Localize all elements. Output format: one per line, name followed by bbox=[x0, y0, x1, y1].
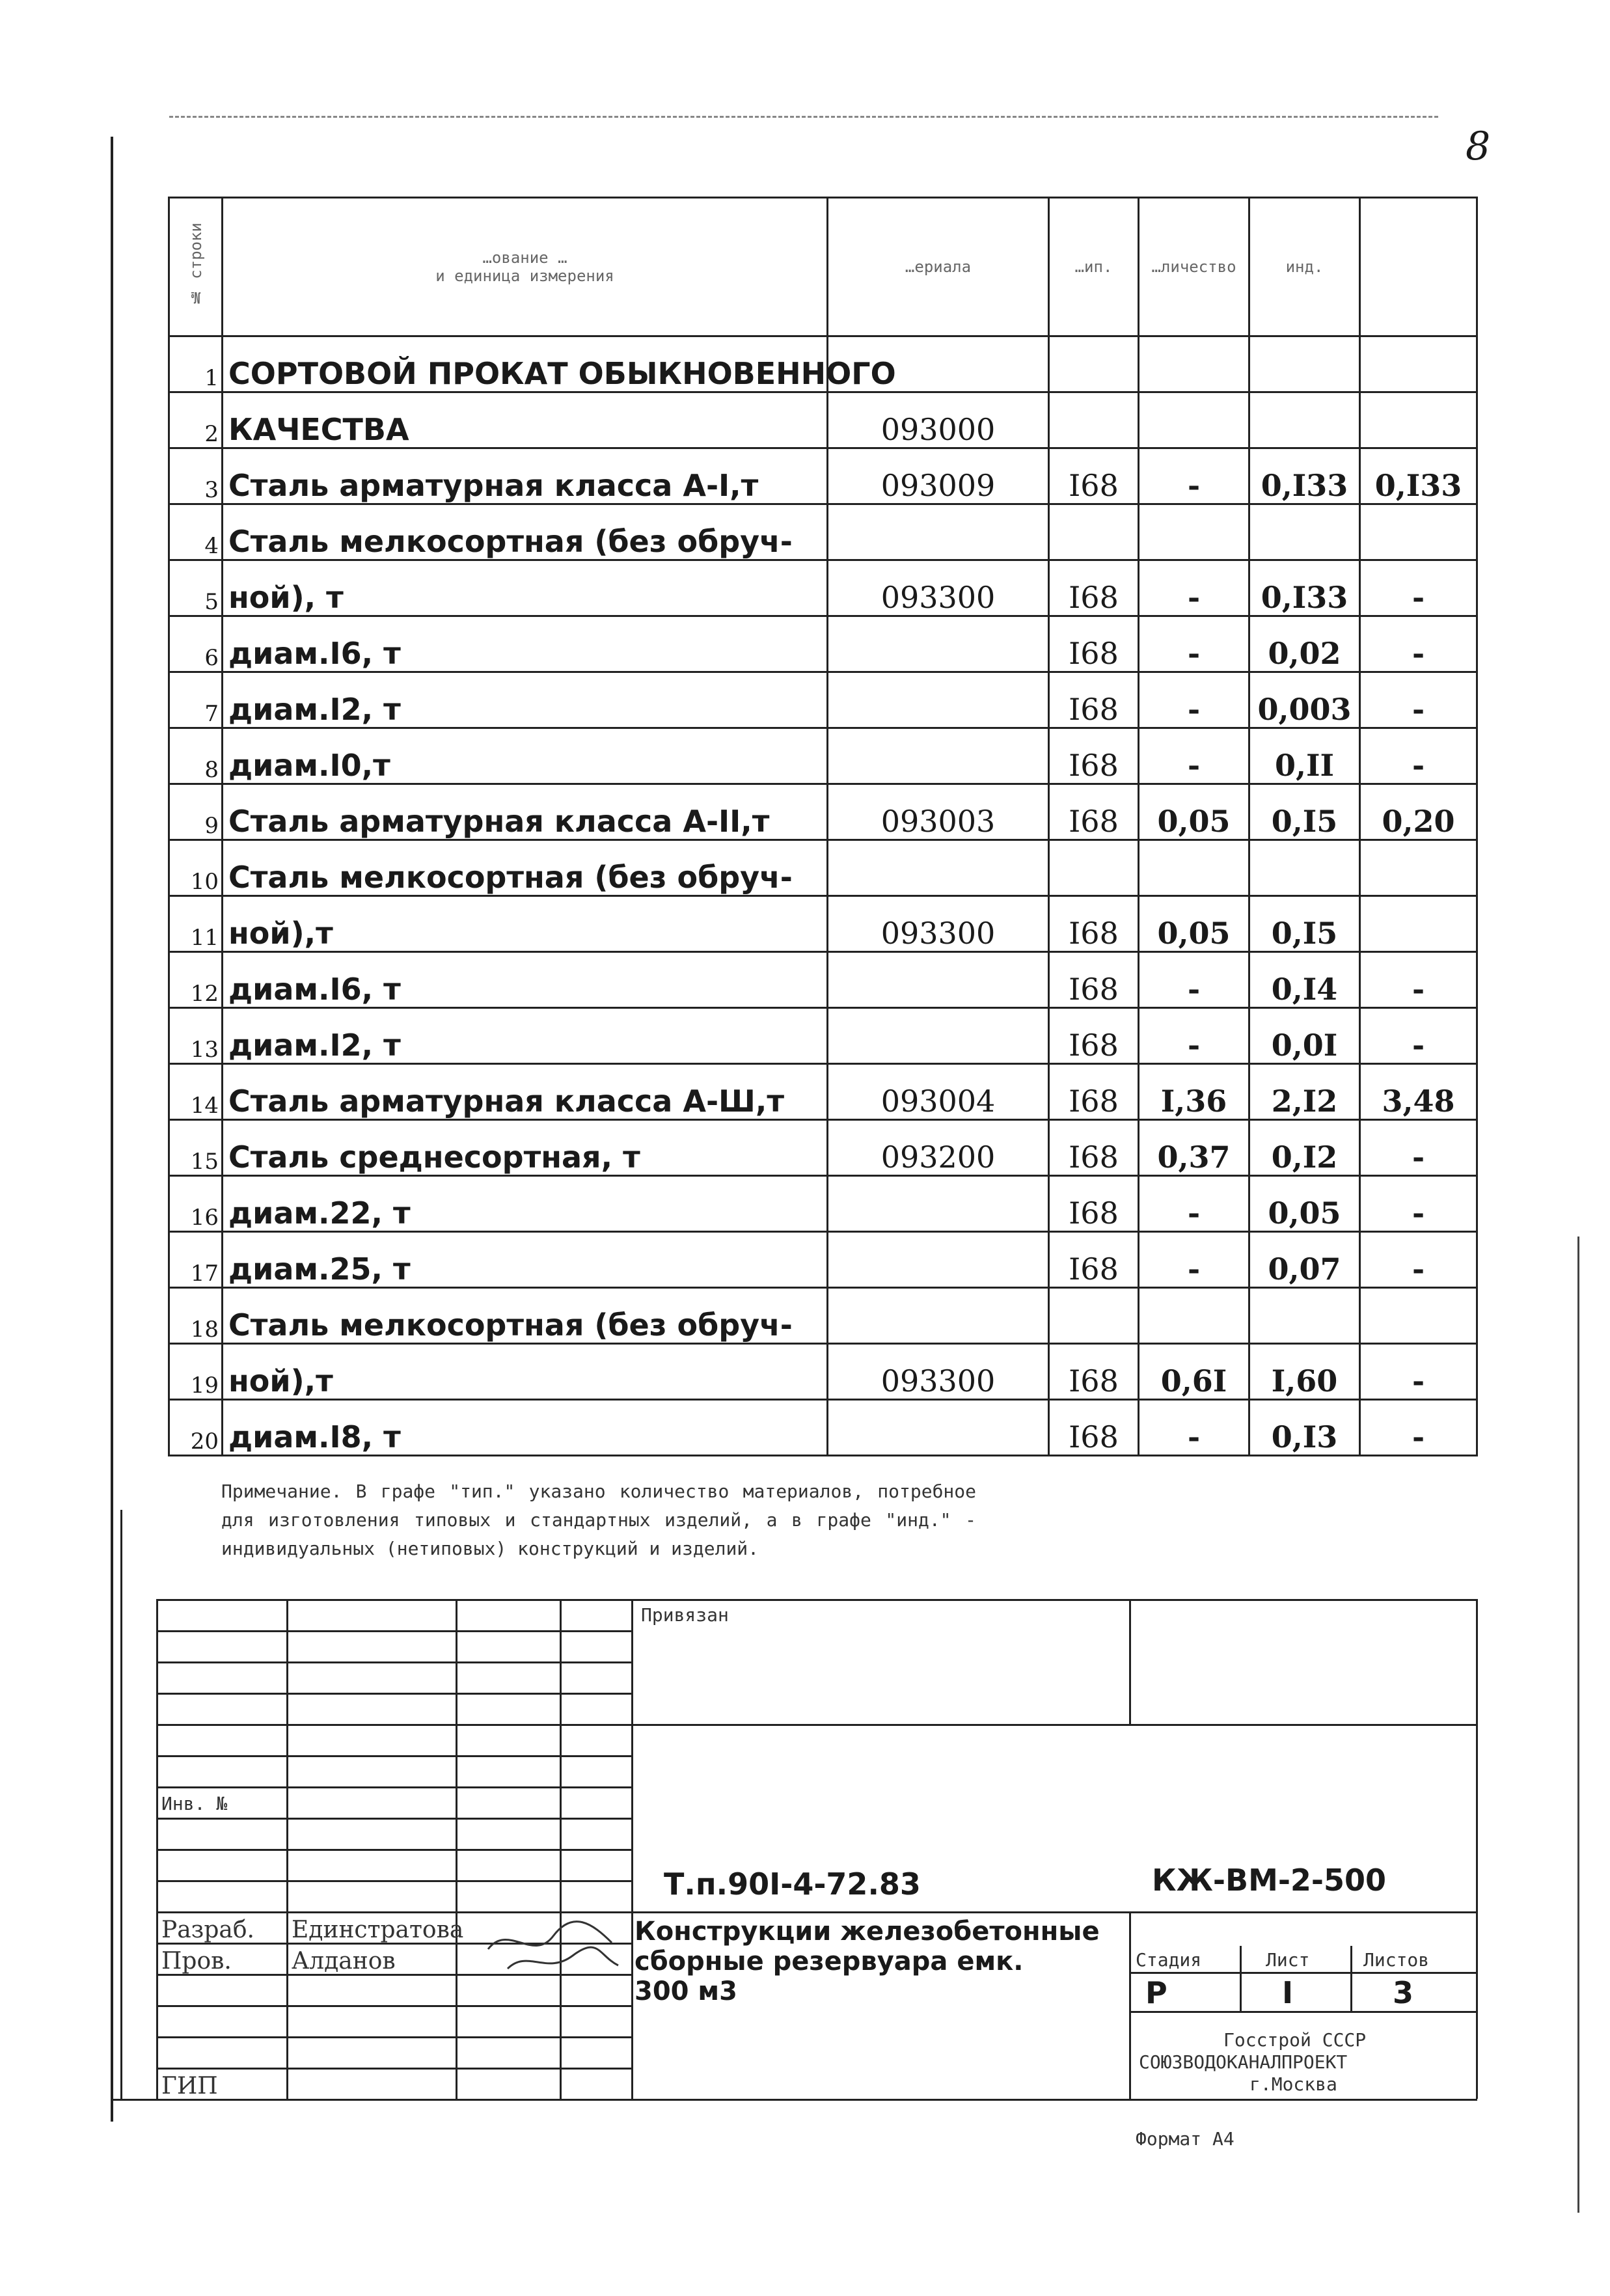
row-name: Сталь арматурная класса А-Ш,т bbox=[223, 1064, 828, 1120]
table-row bbox=[169, 616, 1477, 672]
row-qty-typ: - bbox=[1139, 1176, 1249, 1232]
row-code: 093300 bbox=[828, 1344, 1049, 1400]
row-qty-typ: I,36 bbox=[1139, 1064, 1249, 1120]
row-qty-total: - bbox=[1360, 616, 1477, 672]
row-typ: I68 bbox=[1049, 1064, 1139, 1120]
razrab-label: Разраб. bbox=[161, 1917, 254, 1943]
row-qty-total: - bbox=[1360, 728, 1477, 784]
row-qty-ind: 0,003 bbox=[1249, 672, 1360, 728]
drawing-mark: КЖ-ВМ-2-500 bbox=[1152, 1863, 1387, 1898]
row-name: Сталь мелкосортная (без обруч- bbox=[223, 1288, 828, 1344]
row-name: диам.I6, т bbox=[223, 952, 828, 1008]
row-number: 3 bbox=[169, 448, 223, 504]
row-qty-total: - bbox=[1360, 1232, 1477, 1288]
row-qty-ind: 0,I4 bbox=[1249, 952, 1360, 1008]
table-row bbox=[169, 784, 1477, 840]
header-row-number: № строки bbox=[169, 198, 223, 336]
note-text: Примечание. В графе "тип." указано количество материалов, потребное для изготовления типовых и стандартных изделий, а в графе "инд." - индивидуальных (нетиповых) конструкций и изделий. bbox=[221, 1481, 976, 1559]
row-name: диам.22, т bbox=[223, 1176, 828, 1232]
row-name: Сталь арматурная класса А-II,т bbox=[223, 784, 828, 840]
row-name: диам.I2, т bbox=[223, 672, 828, 728]
row-typ bbox=[1049, 392, 1139, 448]
row-number: 4 bbox=[169, 504, 223, 560]
row-qty-ind: 0,05 bbox=[1249, 1176, 1360, 1232]
row-code bbox=[828, 616, 1049, 672]
page-number: 8 bbox=[1466, 124, 1491, 169]
row-qty-total: - bbox=[1360, 1176, 1477, 1232]
row-code bbox=[828, 504, 1049, 560]
row-number: 13 bbox=[169, 1008, 223, 1064]
row-code bbox=[828, 952, 1049, 1008]
row-qty-ind: 0,I3 bbox=[1249, 1400, 1360, 1456]
row-name: диам.I2, т bbox=[223, 1008, 828, 1064]
sheets-label: Листов bbox=[1363, 1949, 1430, 1971]
row-name: Сталь мелкосортная (без обруч- bbox=[223, 840, 828, 896]
gip-label: ГИП bbox=[161, 2073, 218, 2099]
row-number: 18 bbox=[169, 1288, 223, 1344]
stage-label: Стадия bbox=[1136, 1949, 1202, 1971]
row-qty-typ: - bbox=[1139, 672, 1249, 728]
row-qty-typ: - bbox=[1139, 1400, 1249, 1456]
row-qty-typ: 0,05 bbox=[1139, 896, 1249, 952]
sheet-label: Лист bbox=[1266, 1949, 1310, 1971]
row-typ: I68 bbox=[1049, 616, 1139, 672]
row-qty-typ bbox=[1139, 336, 1249, 392]
row-qty-total bbox=[1360, 504, 1477, 560]
row-typ: I68 bbox=[1049, 672, 1139, 728]
row-name: ной),т bbox=[223, 896, 828, 952]
table-row bbox=[169, 672, 1477, 728]
row-qty-ind: 0,I5 bbox=[1249, 784, 1360, 840]
row-qty-typ: - bbox=[1139, 1232, 1249, 1288]
row-name: диам.I8, т bbox=[223, 1400, 828, 1456]
row-code: 093000 bbox=[828, 392, 1049, 448]
row-qty-total bbox=[1360, 392, 1477, 448]
row-typ bbox=[1049, 336, 1139, 392]
row-qty-typ: 0,05 bbox=[1139, 784, 1249, 840]
privyazan-label: Привязан bbox=[641, 1604, 729, 1626]
row-typ: I68 bbox=[1049, 952, 1139, 1008]
row-code bbox=[828, 1008, 1049, 1064]
row-qty-ind bbox=[1249, 392, 1360, 448]
row-qty-total bbox=[1360, 336, 1477, 392]
row-qty-total bbox=[1360, 1288, 1477, 1344]
row-code bbox=[828, 728, 1049, 784]
table-row bbox=[169, 840, 1477, 896]
table-row bbox=[169, 896, 1477, 952]
row-code bbox=[828, 1176, 1049, 1232]
row-qty-total: 0,I33 bbox=[1360, 448, 1477, 504]
table-row bbox=[169, 1064, 1477, 1120]
table-row bbox=[169, 1008, 1477, 1064]
row-qty-total: - bbox=[1360, 672, 1477, 728]
header-total bbox=[1360, 198, 1477, 336]
drawing-title-line3: 300 м3 bbox=[634, 1976, 737, 2006]
row-name: Сталь среднесортная, т bbox=[223, 1120, 828, 1176]
table-row bbox=[169, 1176, 1477, 1232]
table-row bbox=[169, 952, 1477, 1008]
row-name: диам.I0,т bbox=[223, 728, 828, 784]
page-border-right bbox=[1577, 1237, 1579, 2213]
row-qty-typ: - bbox=[1139, 616, 1249, 672]
prov-label: Пров. bbox=[161, 1948, 232, 1975]
format-label: Формат А4 bbox=[1136, 2128, 1235, 2150]
row-qty-ind: 0,0I bbox=[1249, 1008, 1360, 1064]
row-code bbox=[828, 1400, 1049, 1456]
row-qty-total: - bbox=[1360, 952, 1477, 1008]
row-qty-typ bbox=[1139, 840, 1249, 896]
row-number: 5 bbox=[169, 560, 223, 616]
org-line1: Госстрой СССР bbox=[1223, 2029, 1367, 2051]
drawing-title-line2: сборные резервуара емк. bbox=[634, 1947, 1024, 1976]
row-typ bbox=[1049, 504, 1139, 560]
page-border-left bbox=[111, 137, 113, 2122]
row-number: 19 bbox=[169, 1344, 223, 1400]
row-name: СОРТОВОЙ ПРОКАТ ОБЫКНОВЕННОГО bbox=[223, 336, 828, 392]
row-qty-typ: - bbox=[1139, 952, 1249, 1008]
header-code: …ериала bbox=[828, 198, 1049, 336]
row-qty-total: - bbox=[1360, 1400, 1477, 1456]
row-qty-typ bbox=[1139, 504, 1249, 560]
row-code: 093009 bbox=[828, 448, 1049, 504]
row-number: 6 bbox=[169, 616, 223, 672]
table-row bbox=[169, 1344, 1477, 1400]
row-number: 10 bbox=[169, 840, 223, 896]
row-qty-total: - bbox=[1360, 1120, 1477, 1176]
specification-table bbox=[168, 197, 1478, 1456]
table-row bbox=[169, 504, 1477, 560]
row-number: 7 bbox=[169, 672, 223, 728]
row-name: ной), т bbox=[223, 560, 828, 616]
row-code bbox=[828, 1288, 1049, 1344]
header-name-line2: и единица измерения bbox=[435, 267, 614, 285]
table-row bbox=[169, 336, 1477, 392]
stage-value: Р bbox=[1145, 1975, 1167, 2010]
row-qty-ind bbox=[1249, 504, 1360, 560]
row-typ: I68 bbox=[1049, 1120, 1139, 1176]
row-number: 11 bbox=[169, 896, 223, 952]
row-qty-total: - bbox=[1360, 560, 1477, 616]
row-typ: I68 bbox=[1049, 1176, 1139, 1232]
row-typ: I68 bbox=[1049, 896, 1139, 952]
table-row bbox=[169, 560, 1477, 616]
table-row bbox=[169, 1120, 1477, 1176]
doc-code: Т.п.90I-4-72.83 bbox=[664, 1866, 921, 1902]
sheet-value: I bbox=[1282, 1975, 1294, 2010]
inv-no-label: Инв. № bbox=[161, 1793, 228, 1814]
row-qty-total: 0,20 bbox=[1360, 784, 1477, 840]
row-qty-ind bbox=[1249, 840, 1360, 896]
org-line3: г.Москва bbox=[1249, 2073, 1337, 2095]
row-typ bbox=[1049, 840, 1139, 896]
row-typ: I68 bbox=[1049, 1008, 1139, 1064]
row-number: 2 bbox=[169, 392, 223, 448]
row-name: Сталь арматурная класса А-I,т bbox=[223, 448, 828, 504]
row-typ: I68 bbox=[1049, 728, 1139, 784]
row-qty-typ bbox=[1139, 1288, 1249, 1344]
table-row bbox=[169, 728, 1477, 784]
header-ind: инд. bbox=[1249, 198, 1360, 336]
row-code bbox=[828, 840, 1049, 896]
row-typ: I68 bbox=[1049, 560, 1139, 616]
row-code: 093004 bbox=[828, 1064, 1049, 1120]
row-number: 20 bbox=[169, 1400, 223, 1456]
row-number: 15 bbox=[169, 1120, 223, 1176]
row-qty-ind: 2,I2 bbox=[1249, 1064, 1360, 1120]
org-line2: СОЮЗВОДОКАНАЛПРОЕКТ bbox=[1139, 2051, 1348, 2073]
header-typ: …ип. bbox=[1049, 198, 1139, 336]
row-qty-ind: 0,I33 bbox=[1249, 448, 1360, 504]
header-name bbox=[223, 198, 828, 336]
row-qty-ind bbox=[1249, 1288, 1360, 1344]
row-qty-ind bbox=[1249, 336, 1360, 392]
table-row bbox=[169, 1400, 1477, 1456]
row-qty-ind: 0,07 bbox=[1249, 1232, 1360, 1288]
row-qty-total: - bbox=[1360, 1344, 1477, 1400]
row-qty-typ: - bbox=[1139, 560, 1249, 616]
row-name: диам.25, т bbox=[223, 1232, 828, 1288]
row-name: КАЧЕСТВА bbox=[223, 392, 828, 448]
row-number: 16 bbox=[169, 1176, 223, 1232]
row-typ: I68 bbox=[1049, 1400, 1139, 1456]
header-name-line1: …ование … bbox=[482, 249, 567, 267]
row-qty-typ: - bbox=[1139, 1008, 1249, 1064]
row-qty-ind: I,60 bbox=[1249, 1344, 1360, 1400]
table-row bbox=[169, 1232, 1477, 1288]
row-typ bbox=[1049, 1288, 1139, 1344]
row-typ: I68 bbox=[1049, 1232, 1139, 1288]
row-qty-total bbox=[1360, 840, 1477, 896]
sheets-value: 3 bbox=[1393, 1975, 1414, 2010]
row-code: 093200 bbox=[828, 1120, 1049, 1176]
row-qty-typ: 0,6I bbox=[1139, 1344, 1249, 1400]
top-divider bbox=[169, 116, 1438, 118]
row-code bbox=[828, 1232, 1049, 1288]
row-qty-typ: 0,37 bbox=[1139, 1120, 1249, 1176]
table-header-row bbox=[169, 198, 1477, 336]
drawing-title-line1: Конструкции железобетонные bbox=[634, 1917, 1100, 1947]
row-qty-ind: 0,I5 bbox=[1249, 896, 1360, 952]
row-number: 9 bbox=[169, 784, 223, 840]
signature-image bbox=[482, 1910, 631, 1982]
row-number: 1 bbox=[169, 336, 223, 392]
row-qty-ind: 0,II bbox=[1249, 728, 1360, 784]
row-qty-ind: 0,I2 bbox=[1249, 1120, 1360, 1176]
row-qty-total: - bbox=[1360, 1008, 1477, 1064]
row-code: 093003 bbox=[828, 784, 1049, 840]
row-qty-typ bbox=[1139, 392, 1249, 448]
row-number: 8 bbox=[169, 728, 223, 784]
row-typ: I68 bbox=[1049, 1344, 1139, 1400]
row-qty-total bbox=[1360, 896, 1477, 952]
row-qty-total: 3,48 bbox=[1360, 1064, 1477, 1120]
row-name: ной),т bbox=[223, 1344, 828, 1400]
row-code: 093300 bbox=[828, 560, 1049, 616]
row-name: Сталь мелкосортная (без обруч- bbox=[223, 504, 828, 560]
row-code: 093300 bbox=[828, 896, 1049, 952]
row-typ: I68 bbox=[1049, 448, 1139, 504]
row-number: 17 bbox=[169, 1232, 223, 1288]
row-qty-typ: - bbox=[1139, 448, 1249, 504]
row-typ: I68 bbox=[1049, 784, 1139, 840]
table-row bbox=[169, 392, 1477, 448]
row-qty-typ: - bbox=[1139, 728, 1249, 784]
row-code bbox=[828, 672, 1049, 728]
row-qty-ind: 0,02 bbox=[1249, 616, 1360, 672]
row-name: диам.I6, т bbox=[223, 616, 828, 672]
row-number: 12 bbox=[169, 952, 223, 1008]
table-row bbox=[169, 1288, 1477, 1344]
row-number: 14 bbox=[169, 1064, 223, 1120]
table-row bbox=[169, 448, 1477, 504]
prov-name: Алданов bbox=[292, 1948, 396, 1975]
header-qty-group: …личество bbox=[1139, 198, 1249, 336]
row-qty-ind: 0,I33 bbox=[1249, 560, 1360, 616]
razrab-name: Единстратова bbox=[292, 1917, 464, 1943]
